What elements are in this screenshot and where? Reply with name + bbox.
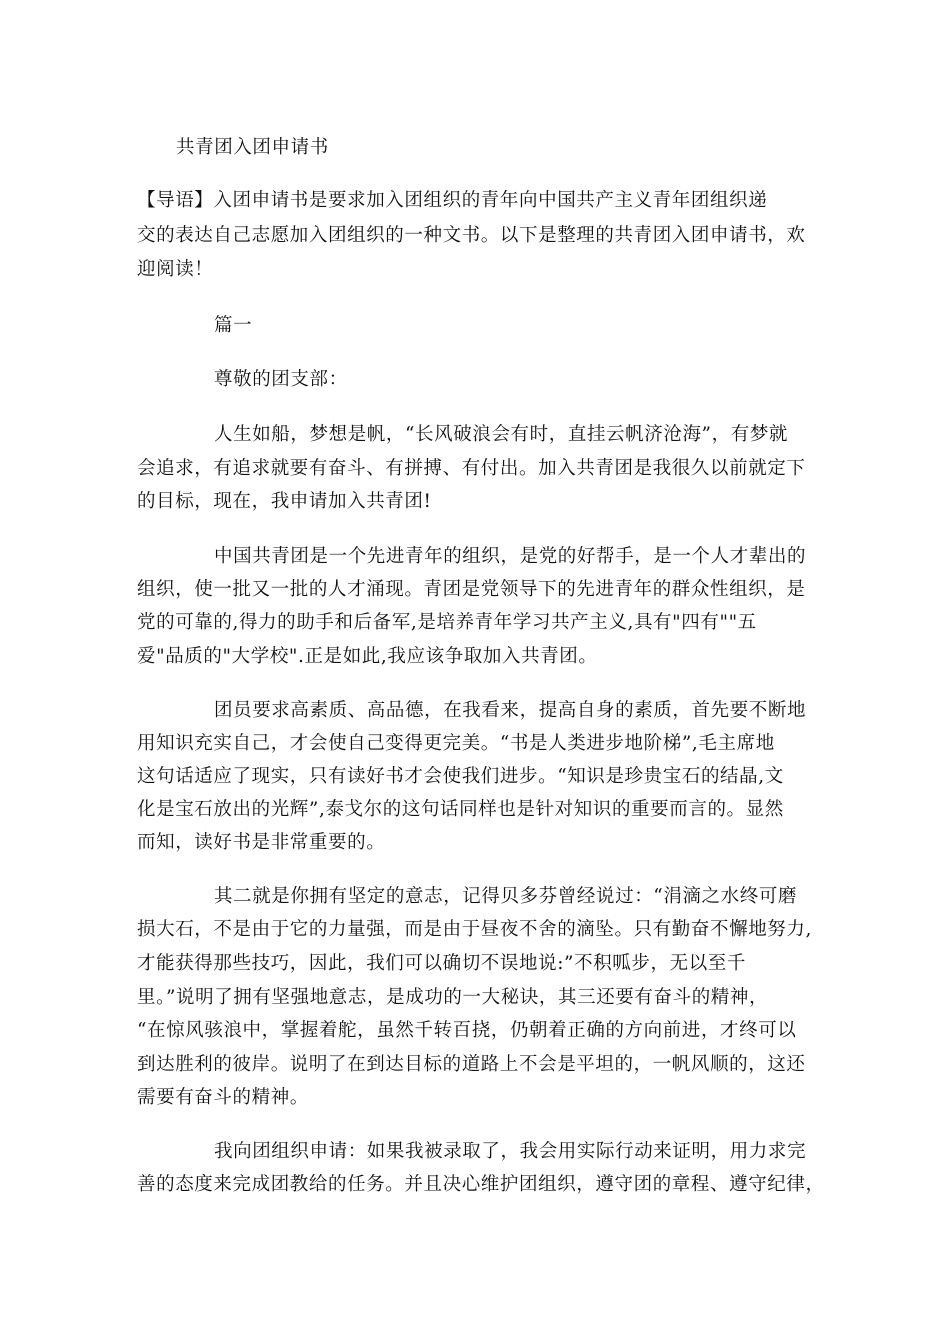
paragraph-2-line-4: 爱"品质的"大学校".正是如此,我应该争取加入共青团。 [137, 646, 598, 667]
paragraph-1-line-1: 人生如船，梦想是帆，“长风破浪会有时，直挂云帆济沧海”，有梦就 [214, 424, 789, 445]
section-heading: 篇一 [214, 315, 253, 336]
paragraph-1-line-2: 会追求，有追求就要有奋斗、有拼搏、有付出。加入共青团是我很久以前就定下 [137, 458, 806, 479]
paragraph-3-line-2: 用知识充实自己，才会使自己变得更完美。“书是人类进步地阶梯”,毛主席地 [137, 733, 775, 754]
paragraph-4-line-5: “在惊风骇浪中，掌握着舵，虽然千转百挠，仍朝着正确的方向前进，才终可以 [137, 1020, 797, 1041]
intro-line-3: 迎阅读！ [137, 259, 214, 280]
paragraph-4-line-4: 里。”说明了拥有坚强地意志，是成功的一大秘诀，其三还要有奋斗的精神， [137, 987, 769, 1008]
paragraph-3-line-5: 而知，读好书是非常重要的。 [137, 832, 386, 853]
paragraph-4-line-7: 需要有奋斗的精神。 [137, 1087, 309, 1108]
paragraph-3-line-1: 团员要求高素质、高品德，在我看来，提高自身的素质，首先要不断地 [214, 700, 807, 721]
document-title: 共青团入团申请书 [176, 137, 329, 158]
paragraph-2-line-2: 组织，使一批又一批的人才涌现。青团是党领导下的先进青年的群众性组织，是 [137, 579, 806, 600]
paragraph-3-line-4: 化是宝石放出的光辉”,泰戈尔的这句话同样也是针对知识的重要而言的。显然 [137, 799, 784, 820]
paragraph-1-line-3: 的目标，现在，我申请加入共青团! [137, 491, 432, 512]
intro-line-2: 交的表达自己志愿加入团组织的一种文书。以下是整理的共青团入团申请书，欢 [137, 225, 806, 246]
paragraph-2-line-1: 中国共青团是一个先进青年的组织，是党的好帮手，是一个人才辈出的 [214, 546, 807, 567]
paragraph-2-line-3: 党的可靠的,得力的助手和后备军,是培养青年学习共产主义,具有"四有""五 [137, 612, 757, 633]
paragraph-5-line-2: 善的态度来完成团教给的任务。并且决心维护团组织，遵守团的章程、遵守纪律， [137, 1174, 825, 1195]
salutation: 尊敬的团支部： [214, 369, 348, 390]
intro-line-1: 【导语】入团申请书是要求加入团组织的青年向中国共产主义青年团组织递 [137, 190, 768, 211]
paragraph-5-line-1: 我向团组织申请：如果我被录取了，我会用实际行动来证明，用力求完 [214, 1141, 807, 1162]
paragraph-4-line-2: 损大石，不是由于它的力量强，而是由于昼夜不舍的滴坠。只有勤奋不懈地努力, [137, 919, 812, 940]
paragraph-4-line-3: 才能获得那些技巧，因此，我们可以确切不误地说:”不积呱步，无以至千 [137, 953, 746, 974]
paragraph-4-line-1: 其二就是你拥有坚定的意志，记得贝多芬曾经说过：“涓滴之水终可磨 [214, 886, 798, 907]
paragraph-4-line-6: 到达胜利的彼岸。说明了在到达目标的道路上不会是平坦的，一帆风顺的，这还 [137, 1054, 806, 1075]
paragraph-3-line-3: 这句话适应了现实，只有读好书才会使我们进步。“知识是珍贵宝石的结晶,文 [137, 766, 784, 787]
